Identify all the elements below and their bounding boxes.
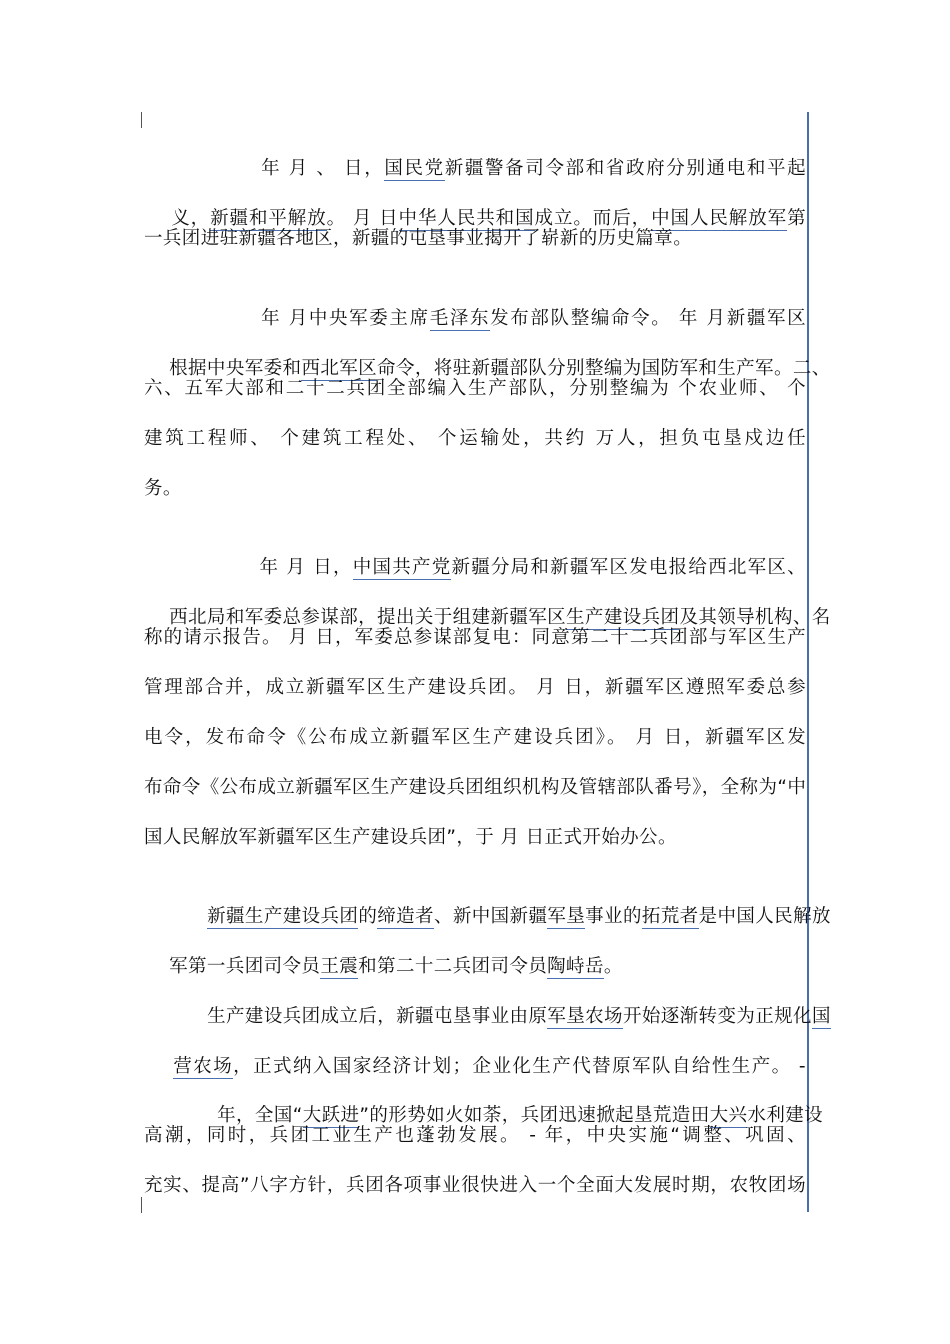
keyword-link[interactable]: 军垦农场: [547, 1006, 623, 1027]
text-line-8: 务。: [144, 478, 182, 499]
text-line-10: [144, 573, 831, 628]
text-segment: 开始逐渐转变为正规化: [622, 1006, 812, 1027]
keyword-link[interactable]: 新疆和平解放: [210, 208, 327, 229]
text-line-14: 布命令《公布成立新疆军区生产建设兵团组织机构及管辖部队番号》，全称为“中: [144, 777, 807, 798]
text-segment: 新疆警备司令部和省政府分别通电和平起: [444, 158, 807, 179]
text-segment: 年 月 、 日，: [261, 158, 385, 179]
keyword-link[interactable]: 中华人民共和国: [398, 208, 535, 229]
text-line-22: 充实、提高”八字方针，兵团各项事业很快进入一个全面大发展时期，农牧团场: [144, 1175, 806, 1196]
text-segment: 。: [603, 956, 623, 977]
text-segment: 的: [358, 906, 378, 927]
text-line-1: [231, 124, 807, 179]
keyword-link[interactable]: 国: [811, 1006, 831, 1027]
keyword-link[interactable]: 拓荒者: [641, 906, 699, 927]
text-segment: 年，全国“: [217, 1105, 303, 1126]
text-segment: 生产建设兵团成立后，新疆屯垦事业由原: [207, 1006, 548, 1027]
text-line-9: [231, 523, 806, 578]
text-segment: ”的形势如火如荼，兵团迅速掀起垦荒造田: [359, 1105, 710, 1126]
keyword-link[interactable]: 西北军区: [301, 358, 378, 379]
text-line-20: [192, 1071, 824, 1126]
text-line-5: [144, 324, 831, 379]
text-segment: 义，: [171, 208, 211, 229]
keyword-link[interactable]: 生产建设兵团: [566, 607, 680, 628]
keyword-link[interactable]: 军垦: [547, 906, 586, 927]
keyword-link[interactable]: 营农场: [173, 1056, 234, 1077]
keyword-link[interactable]: 毛泽东: [429, 308, 491, 329]
text-segment: 根据中央军委和: [169, 358, 302, 379]
text-line-15: 国人民解放军新疆军区生产建设兵团”，于 月 日正式开始办公。: [144, 827, 677, 848]
text-segment: 新疆分局和新疆军区发电报给西北军区、: [451, 557, 806, 578]
text-line-3: 一兵团进驻新疆各地区，新疆的屯垦事业揭开了崭新的历史篇章。: [144, 228, 693, 249]
keyword-link[interactable]: 缔造者: [377, 906, 434, 927]
text-segment: 及其领导机构、名: [679, 607, 831, 628]
text-segment: 成立。而后，: [534, 208, 652, 229]
text-line-4: [231, 274, 807, 329]
text-line-12: 管理部合并，成立新疆军区生产建设兵团。 月 日，新疆军区遵照军委总参: [144, 677, 806, 698]
text-segment: 水利建设: [747, 1105, 824, 1126]
text-segment: 和第二十二兵团司令员: [358, 956, 548, 977]
text-segment: 。 月 日: [326, 208, 399, 229]
text-segment: 命令，将驻新疆部队分别整编为国防军和生产军。二、: [377, 358, 831, 379]
text-line-18: [182, 972, 831, 1027]
keyword-link[interactable]: 中国人民解放军: [651, 208, 788, 229]
corner-mark-top-left: [141, 112, 142, 128]
text-segment: ，正式纳入国家经济计划；企业化生产代替原军队自给性生产。 -: [233, 1056, 807, 1077]
text-segment: 西北局和军委总参谋部，提出关于组建新疆军区: [169, 607, 567, 628]
keyword-link[interactable]: 新疆生产建设兵团: [207, 906, 359, 927]
keyword-link[interactable]: 陶峙岳: [547, 956, 604, 977]
text-line-19: [144, 1022, 807, 1077]
keyword-link[interactable]: 大兴: [709, 1105, 748, 1126]
corner-mark-bottom-left: [141, 1197, 142, 1213]
text-segment: 军第一兵团司令员: [169, 956, 321, 977]
text-line-17: [144, 922, 806, 977]
text-line-16: [182, 872, 831, 927]
text-segment: 发布部队整编命令。 年 月新疆军区: [490, 308, 807, 329]
keyword-link[interactable]: 大跃进: [302, 1105, 360, 1126]
text-segment: 、新中国新疆: [433, 906, 548, 927]
text-line-6: 六、五军大部和二十二兵团全部编入生产部队，分别整编为 个农业师、 个: [144, 378, 806, 399]
text-segment: 年 月 日，: [259, 557, 353, 578]
text-line-11: 称的请示报告。 月 日，军委总参谋部复电：同意第二十二兵团部与军区生产: [144, 627, 806, 648]
keyword-link[interactable]: 国民党: [384, 158, 445, 179]
text-line-7: 建筑工程师、 个建筑工程处、 个运输处，共约 万人，担负屯垦戍边任: [144, 428, 806, 449]
text-segment: 年 月中央军委主席: [261, 308, 430, 329]
text-segment: 是中国人民解放: [698, 906, 831, 927]
text-segment: 事业的: [585, 906, 642, 927]
text-line-13: 电令，发布命令《公布成立新疆军区生产建设兵团》。 月 日，新疆军区发: [144, 727, 806, 748]
text-line-21: 高潮，同时，兵团工业生产也蓬勃发展。 - 年，中央实施“调整、巩固、: [144, 1125, 806, 1146]
keyword-link[interactable]: 中国共产党: [352, 557, 452, 578]
right-margin-rule: [807, 112, 809, 1212]
text-segment: 第: [787, 208, 806, 229]
keyword-link[interactable]: 王震: [320, 956, 359, 977]
text-line-2: [144, 174, 806, 229]
